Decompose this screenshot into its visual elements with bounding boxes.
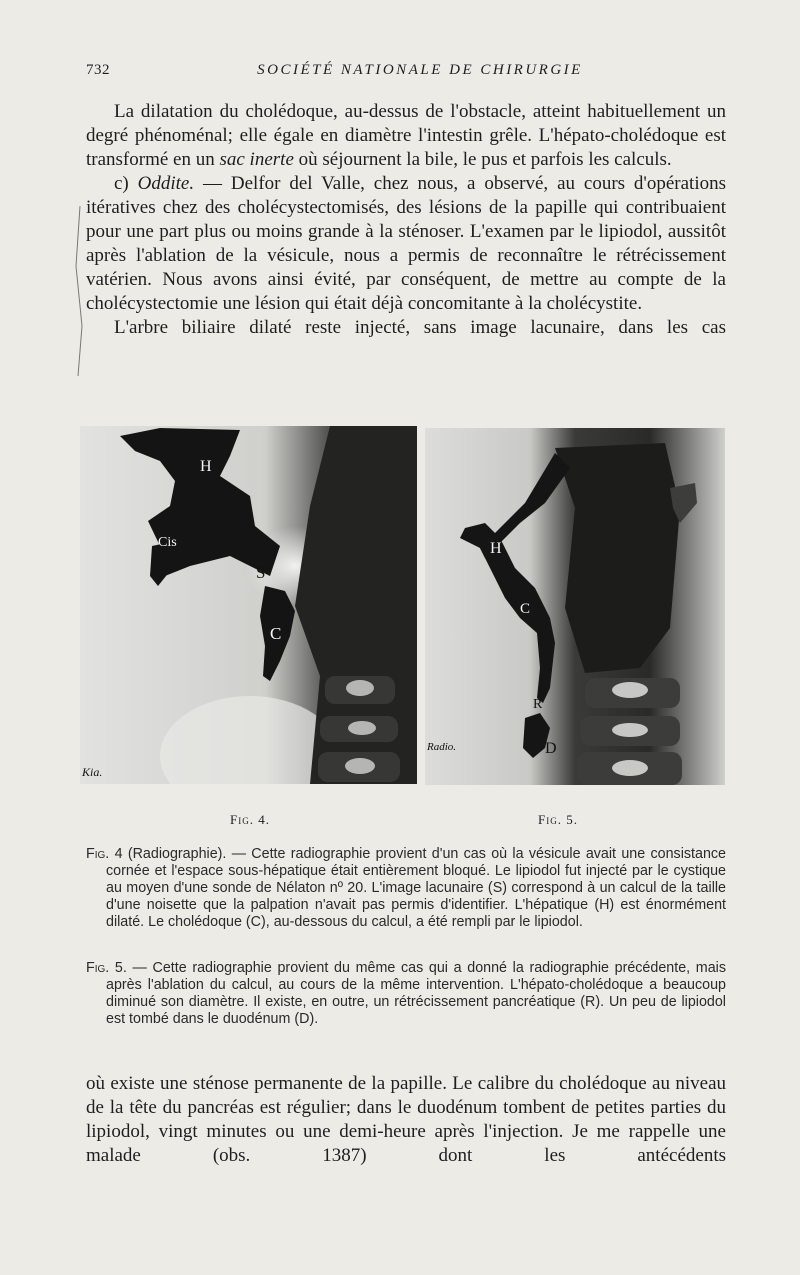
- paragraph-oddite: c) Oddite. — Delfor del Valle, chez nous, a observé, au cours d'opérations itératives chez des cholécystectomisés, des lésions de la papille qui contribuaient pour une part plus ou moins grande à la sténoser. L'examen par le lipiodol, aussitôt après l'ablation de la vésicule, nous a permis de reconnaître le rétrécissement vatérien. Nous avons ainsi évité, par conséquent, de mettre au compte de la cholécystectomie une lésion qui était déjà concomitante à la cholécystite.: [86, 173, 726, 314]
- figure-5-legend-prefix: Fig. 5.: [86, 960, 127, 976]
- fig5-c-label: C: [520, 601, 531, 617]
- figure-5-label: Fig. 5.: [538, 812, 578, 827]
- running-head: SOCIÉTÉ NATIONALE DE CHIRURGIE: [257, 62, 583, 78]
- fig4-corner-mark: Kia.: [82, 765, 103, 779]
- paragraph-stenose: où existe une sténose permanente de la papille. Le calibre du cholédoque au niveau de la tête du pancréas est régulier; dans le duodénum tombent de petites parties du lipiodol, vingt minutes ou une demi-heure après l'injection. Je me rappelle une malade (obs. 1387) dont les antécédents: [86, 1073, 726, 1166]
- fig4-c-label: C: [270, 624, 282, 643]
- figure-5-legend-text: — Cette radiographie provient du même cas qui a donné la radiographie précédente, mais après l'ablation du calcul, au cours de la même intervention. L'hépato-cholédoque a beaucoup diminué son diamètre. Il existe, en outre, un rétrécissement pancréatique (R). Un peu de lipiodol est tombé dans le duodénum (D).: [106, 960, 726, 1027]
- figure-4-legend-prefix: Fig. 4: [86, 846, 123, 862]
- fig4-s-label: S: [256, 563, 266, 582]
- page-number: 732: [86, 62, 110, 78]
- body-text-top: [86, 100, 726, 340]
- figure-4-radiograph: [80, 426, 417, 784]
- figure-4-legend-text: (Radiographie). — Cette radiographie provient d'un cas où la vésicule avait une consistance cornée et l'espace sous-hépatique était entièrement bloqué. Le lipiodol fut injecté par le cystique au moyen d'une sonde de Nélaton nº 20. L'image lacunaire (S) correspond à un calcul de la taille d'une noisette que la palpation n'avait pas permis d'identifier. L'hépatique (H) est énormément dilaté. Le cholédoque (C), au-dessous du calcul, a été rempli par le lipiodol.: [106, 846, 727, 930]
- fig4-h-label: H: [200, 458, 212, 475]
- fig5-h-label: H: [490, 540, 502, 557]
- fig5-r-label: R: [533, 697, 543, 712]
- paragraph-arbre-biliaire: L'arbre biliaire dilaté reste injecté, sans image lacunaire, dans les cas: [114, 317, 726, 338]
- fig5-corner-mark: Radio.: [427, 741, 457, 753]
- figure-4-legend: [86, 846, 726, 931]
- fig5-d-label: D: [545, 740, 557, 757]
- fig4-cis-label: Cis: [158, 535, 177, 550]
- paragraph-dilatation: La dilatation du cholédoque, au-dessus de l'obstacle, atteint habituellement un degré phénoménal; elle égale en diamètre l'intestin grêle. L'hépato-cholédoque est transformé en un sac inerte où séjournent la bile, le pus et parfois les calculs.: [86, 101, 726, 170]
- body-text-bottom: [86, 1072, 726, 1168]
- margin-mark: [74, 206, 86, 376]
- figure-5-radiograph: [425, 428, 725, 785]
- figure-5-legend: [86, 960, 726, 1028]
- figure-4-label: Fig. 4.: [230, 812, 270, 827]
